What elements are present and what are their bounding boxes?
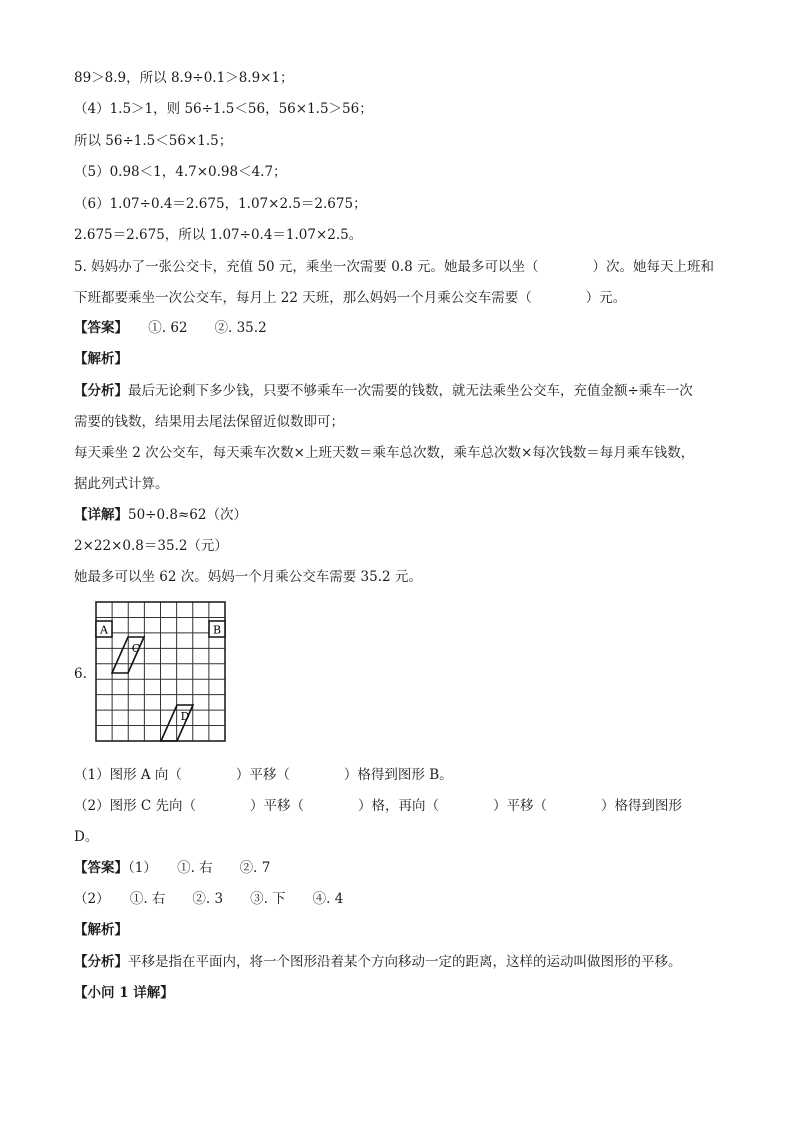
section-tag: 【详解】 (74, 507, 128, 523)
text-line: 所以 56÷1.5＜56×1.5； (74, 133, 233, 149)
section-tag: 【解析】 (74, 351, 128, 367)
text-line: 5. 妈妈办了一张公交卡，充值 50 元，乘坐一次需要 0.8 元。她最多可以坐（ ）次。她每天上班和 (74, 259, 714, 275)
text-line: （1）图形 A 向（ ）平移（ ）格得到图形 B。 (74, 767, 453, 783)
text-line: （2）图形 C 先向（ ）平移（ ）格，再向（ ）平移（ ）格得到图形 (74, 798, 682, 814)
text-line: 每天乘坐 2 次公交车，每天乘车次数×上班天数＝乘车总次数，乘车总次数×每次钱数＝每月乘车钱数， (74, 445, 695, 461)
text-line: （6）1.07÷0.4＝2.675，1.07×2.5＝2.675； (74, 196, 367, 212)
section-tag: 【解析】 (74, 922, 128, 938)
translation-grid-figure (74, 600, 234, 750)
text-line: 【详解】50÷0.8≈62（次） (74, 507, 247, 523)
text-line: （5）0.98＜1，4.7×0.98＜4.7； (74, 164, 287, 180)
text-line: （4）1.5＞1，则 56÷1.5＜56，56×1.5＞56； (74, 101, 373, 117)
label-b: B (212, 623, 222, 637)
text-line: 【答案】 ①. 62 ②. 35.2 (74, 320, 267, 336)
text-line: 2×22×0.8＝35.2（元） (74, 538, 228, 554)
text-line: 下班都要乘坐一次公交车，每月上 22 天班，那么妈妈一个月乘公交车需要（ ）元。 (74, 290, 627, 306)
text-line: 【分析】平移是指在平面内，将一个图形沿着某个方向移动一定的距离，这样的运动叫做图形的平移。 (74, 954, 682, 970)
text-line: 【分析】最后无论剩下多少钱，只要不够乘车一次需要的钱数，就无法乘坐公交车，充值金额÷乘车一次 (74, 383, 693, 399)
text-line (74, 983, 174, 1003)
section-tag: 【分析】 (74, 954, 128, 970)
text-line: 需要的钱数，结果用去尾法保留近似数即可； (74, 414, 344, 430)
section-tag: 【分析】 (74, 383, 128, 399)
section-tag: 【答案】 (74, 320, 122, 336)
text-line: 她最多可以坐 62 次。妈妈一个月乘公交车需要 35.2 元。 (74, 569, 422, 585)
text-line: 据此列式计算。 (74, 476, 169, 492)
text-line: （2） ①. 右 ②. 3 ③. 下 ④. 4 (74, 891, 344, 907)
text-line (74, 349, 128, 369)
section-tag: 【答案】 (74, 860, 128, 876)
text-line (74, 920, 128, 940)
text-line: 2.675＝2.675，所以 1.07÷0.4＝1.07×2.5。 (74, 227, 363, 243)
text-line: D。 (74, 829, 99, 845)
text-line: 【答案】（1） ①. 右 ②. 7 (74, 860, 271, 876)
text-line: 89＞8.9，所以 8.9÷0.1＞8.9×1； (74, 70, 294, 86)
section-tag: 【小问 1 详解】 (74, 985, 174, 1001)
label-c: C (131, 642, 141, 655)
question-6-number: 6. (74, 666, 87, 682)
label-a: A (100, 623, 108, 637)
label-d: D (180, 710, 190, 723)
